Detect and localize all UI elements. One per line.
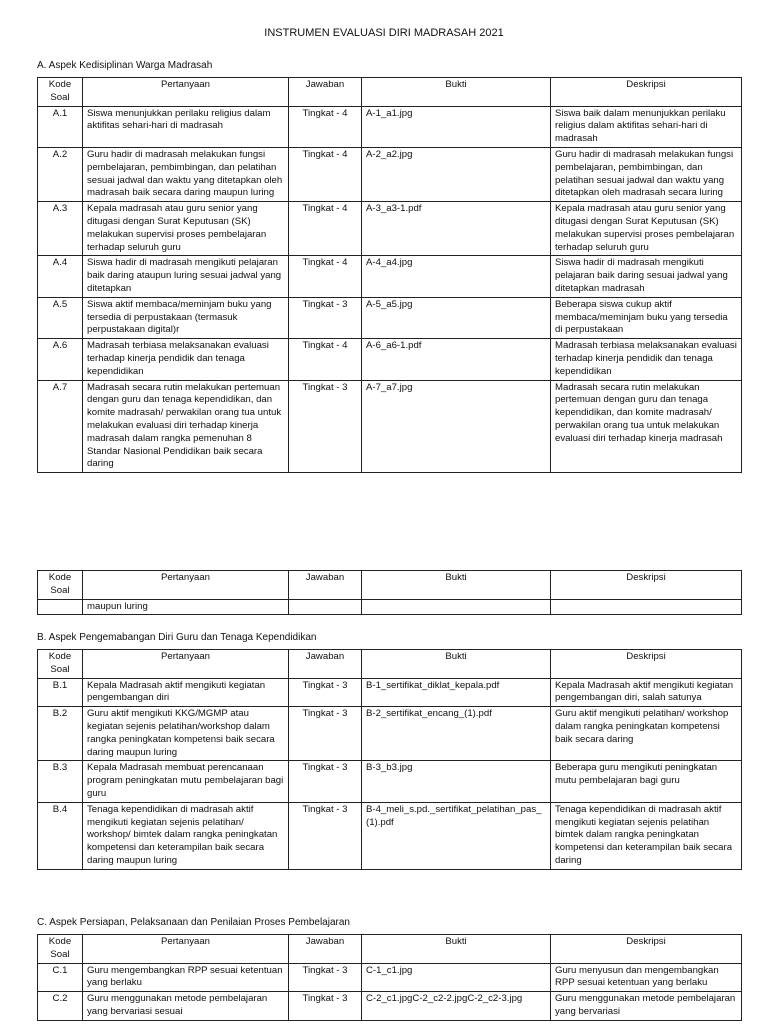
cell-pertanyaan: Kepala Madrasah aktif mengikuti kegiatan pengembangan diri [83,678,289,707]
cell-pertanyaan: Madrasah terbiasa melaksanakan evaluasi terhadap kinerja pendidik dan tenaga kependidikan [83,339,289,380]
document-title: INSTRUMEN EVALUASI DIRI MADRASAH 2021 [264,27,504,39]
cell-deskripsi: Guru menyusun dan mengembangkan RPP sesuai ketentuan yang berlaku [551,963,742,992]
cell-kode: A.5 [38,297,83,338]
cell-jawaban: Tingkat - 3 [289,963,362,992]
header-bukti: Bukti [362,571,551,600]
section-a-table [37,77,742,473]
table-row [38,256,742,297]
header-pertanyaan: Pertanyaan [83,650,289,679]
continuation-table [37,570,742,615]
section-c-heading: C. Aspek Persiapan, Pelaksanaan dan Penilaian Proses Pembelajaran [37,917,350,928]
cell-bukti: A-5_a5.jpg [362,297,551,338]
cell-jawaban [289,599,362,615]
table-row [38,297,742,338]
section-b-table [37,649,742,870]
cell-pertanyaan: Guru menggunakan metode pembelajaran yang bervariasi sesuai [83,992,289,1021]
table-row [38,106,742,147]
cell-kode: A.2 [38,147,83,201]
cell-jawaban: Tingkat - 4 [289,339,362,380]
header-deskripsi: Deskripsi [551,571,742,600]
cell-jawaban: Tingkat - 4 [289,202,362,256]
cell-bukti: B-4_meli_s.pd._sertifikat_pelatihan_pas_(1).pdf [362,802,551,869]
cell-kode: A.3 [38,202,83,256]
table-row [38,202,742,256]
table-header-row [38,78,742,107]
cell-pertanyaan: Siswa aktif membaca/meminjam buku yang tersedia di perpustakaan (termasuk perpustakaan digital)r [83,297,289,338]
cell-deskripsi: Siswa baik dalam menunjukkan perilaku religius dalam aktifitas sehari-hari di madrasah [551,106,742,147]
cell-bukti: A-3_a3-1.pdf [362,202,551,256]
header-kode: Kode Soal [38,78,83,107]
cell-deskripsi: Guru menggunakan metode pembelajaran yang bervariasi [551,992,742,1021]
table-header-row [38,650,742,679]
cell-jawaban: Tingkat - 4 [289,256,362,297]
header-pertanyaan: Pertanyaan [83,571,289,600]
cell-kode: B.2 [38,707,83,761]
cell-kode: A.7 [38,380,83,473]
cell-kode: A.1 [38,106,83,147]
header-jawaban: Jawaban [289,78,362,107]
cell-bukti: B-2_sertifikat_encang_(1).pdf [362,707,551,761]
cell-kode: C.1 [38,963,83,992]
cell-deskripsi: Guru aktif mengikuti pelatihan/ workshop dalam rangka peningkatan kompetensi baik secara daring [551,707,742,761]
cell-pertanyaan: Guru hadir di madrasah melakukan fungsi pembelajaran, pembimbingan, dan pelatihan sesuai jadwal dan waktu yang ditetapkan oleh madrasah baik secara daring maupun luring [83,147,289,201]
header-bukti: Bukti [362,650,551,679]
cell-bukti: B-3_b3.jpg [362,761,551,802]
table-row [38,339,742,380]
table-header-row [38,935,742,964]
cell-deskripsi: Kepala Madrasah aktif mengikuti kegiatan pengembangan diri, salah satunya [551,678,742,707]
cell-deskripsi: Kepala madrasah atau guru senior yang ditugasi dengan Surat Keputusan (SK) melakukan supervisi proses pembelajaran terhadap seluruh guru [551,202,742,256]
cell-pertanyaan: Kepala madrasah atau guru senior yang ditugasi dengan Surat Keputusan (SK) melakukan supervisi proses pembelajaran terhadap seluruh guru [83,202,289,256]
cell-bukti: C-2_c1.jpgC-2_c2-2.jpgC-2_c2-3.jpg [362,992,551,1021]
table-row [38,761,742,802]
cell-deskripsi: Madrasah terbiasa melaksanakan evaluasi terhadap kinerja pendidik dan tenaga kependidikan [551,339,742,380]
cell-bukti [362,599,551,615]
header-jawaban: Jawaban [289,935,362,964]
cell-kode: C.2 [38,992,83,1021]
header-bukti: Bukti [362,78,551,107]
header-bukti: Bukti [362,935,551,964]
cell-kode: B.4 [38,802,83,869]
table-row [38,147,742,201]
cell-bukti: A-6_a6-1.pdf [362,339,551,380]
header-pertanyaan: Pertanyaan [83,935,289,964]
cell-bukti: A-4_a4.jpg [362,256,551,297]
cell-pertanyaan: Tenaga kependidikan di madrasah aktif mengikuti kegiatan sejenis pelatihan/ workshop/ bimtek dalam rangka peningkatan kompetensi dan keterampilan baik secara daring maupun luring [83,802,289,869]
cell-deskripsi: Beberapa siswa cukup aktif membaca/meminjam buku yang tersedia di perpustakaan [551,297,742,338]
cell-pertanyaan: Siswa hadir di madrasah mengikuti pelajaran baik daring ataupun luring sesuai jadwal yang ditetapkan [83,256,289,297]
cell-jawaban: Tingkat - 3 [289,707,362,761]
cell-deskripsi: Guru hadir di madrasah melakukan fungsi pembelajaran, pembimbingan, dan pelatihan sesuai jadwal dan waktu yang ditetapkan oleh madrasah secara luring [551,147,742,201]
cell-jawaban: Tingkat - 4 [289,106,362,147]
table-row [38,678,742,707]
cell-bukti: C-1_c1.jpg [362,963,551,992]
cell-kode: B.1 [38,678,83,707]
cell-deskripsi: Madrasah secara rutin melakukan pertemuan dengan guru dan tenaga kependidikan, dan komite madrasah/ perwakilan orang tua untuk melakukan evaluasi diri terhadap kinerja madrasah [551,380,742,473]
cell-pertanyaan: Guru mengembangkan RPP sesuai ketentuan yang berlaku [83,963,289,992]
header-deskripsi: Deskripsi [551,935,742,964]
cell-bukti: B-1_sertifikat_diklat_kepala.pdf [362,678,551,707]
cell-deskripsi: Siswa hadir di madrasah mengikuti pelajaran baik daring sesuai jadwal yang ditetapkan madrasah [551,256,742,297]
cell-jawaban: Tingkat - 3 [289,678,362,707]
cell-deskripsi: Tenaga kependidikan di madrasah aktif mengikuti kegiatan sejenis pelatihan bimtek dalam rangka peningkatan kompetensi dan keterampilan baik secara daring [551,802,742,869]
header-deskripsi: Deskripsi [551,78,742,107]
cell-kode: A.6 [38,339,83,380]
section-b-heading: B. Aspek Pengemabangan Diri Guru dan Tenaga Kependidikan [37,632,317,643]
table-row [38,599,742,615]
cell-pertanyaan: Guru aktif mengikuti KKG/MGMP atau kegiatan sejenis pelatihan/workshop dalam rangka peningkatan kompetensi baik secara daring maupun luring [83,707,289,761]
header-deskripsi: Deskripsi [551,650,742,679]
table-header-row [38,571,742,600]
section-a-heading: A. Aspek Kedisiplinan Warga Madrasah [37,60,213,71]
header-kode: Kode Soal [38,650,83,679]
header-kode: Kode Soal [38,935,83,964]
cell-pertanyaan: Madrasah secara rutin melakukan pertemuan dengan guru dan tenaga kependidikan, dan komite madrasah/ perwakilan orang tua untuk melakukan evaluasi diri terhadap kinerja madrasah dalam rangka pemenuhan 8 Standar Nasional Pendidikan baik secara daring [83,380,289,473]
cell-deskripsi [551,599,742,615]
cell-bukti: A-1_a1.jpg [362,106,551,147]
cell-jawaban: Tingkat - 4 [289,147,362,201]
cell-kode [38,599,83,615]
cell-jawaban: Tingkat - 3 [289,802,362,869]
cell-jawaban: Tingkat - 3 [289,992,362,1021]
table-row [38,707,742,761]
section-c-table [37,934,742,1021]
table-row [38,992,742,1021]
cell-pertanyaan: Kepala Madrasah membuat perencanaan program peningkatan mutu pembelajaran bagi guru [83,761,289,802]
cell-kode: A.4 [38,256,83,297]
cell-pertanyaan: maupun luring [83,599,289,615]
table-row [38,963,742,992]
cell-kode: B.3 [38,761,83,802]
cell-jawaban: Tingkat - 3 [289,380,362,473]
table-row [38,380,742,473]
header-jawaban: Jawaban [289,571,362,600]
table-row [38,802,742,869]
cell-pertanyaan: Siswa menunjukkan perilaku religius dalam aktifitas sehari-hari di madrasah [83,106,289,147]
cell-bukti: A-2_a2.jpg [362,147,551,201]
cell-deskripsi: Beberapa guru mengikuti peningkatan mutu pembelajaran bagi guru [551,761,742,802]
cell-bukti: A-7_a7.jpg [362,380,551,473]
cell-jawaban: Tingkat - 3 [289,761,362,802]
cell-jawaban: Tingkat - 3 [289,297,362,338]
header-jawaban: Jawaban [289,650,362,679]
header-pertanyaan: Pertanyaan [83,78,289,107]
header-kode: Kode Soal [38,571,83,600]
